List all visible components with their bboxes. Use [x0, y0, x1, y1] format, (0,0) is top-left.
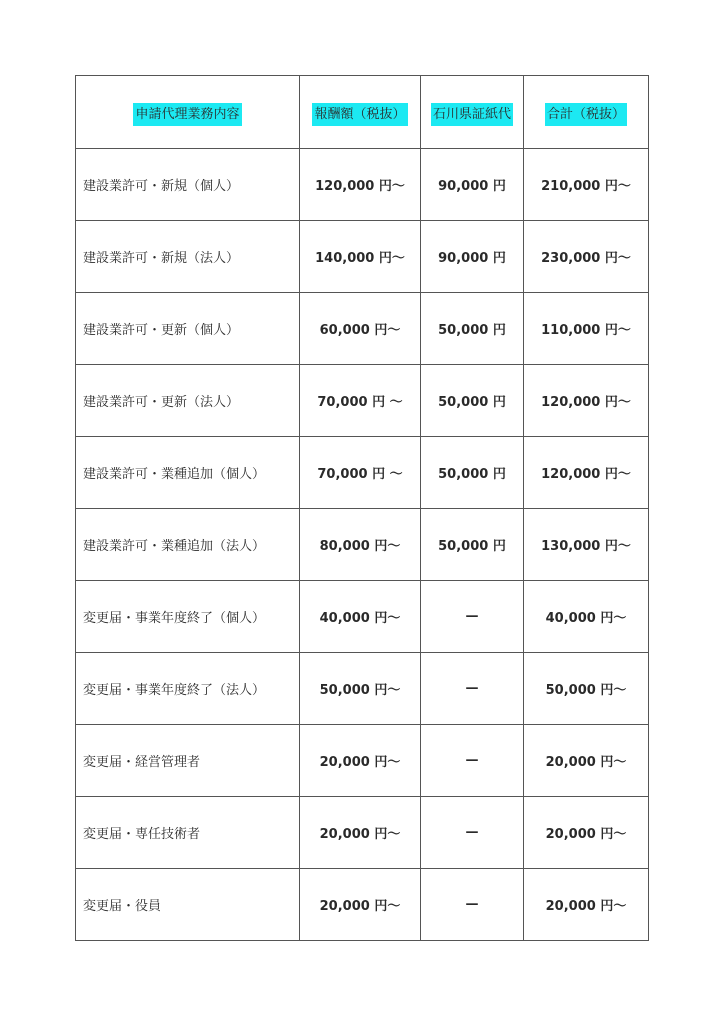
fee-cell: 70,000 円 ～ [300, 365, 421, 437]
stamp-fee-cell: — [421, 725, 524, 797]
stamp-fee-cell: — [421, 653, 524, 725]
total-cell: 230,000 円～ [524, 221, 649, 293]
stamp-fee-cell: 50,000 円 [421, 365, 524, 437]
table-row [76, 581, 649, 653]
fee-cell: 70,000 円 ～ [300, 437, 421, 509]
table-row [76, 221, 649, 293]
stamp-fee-cell: 90,000 円 [421, 221, 524, 293]
total-cell: 110,000 円～ [524, 293, 649, 365]
service-cell: 建設業許可・更新（個人） [76, 293, 300, 365]
header-cell-stamp [421, 76, 524, 149]
table-row [76, 293, 649, 365]
fee-cell: 140,000 円～ [300, 221, 421, 293]
fee-table [75, 75, 649, 941]
service-cell: 建設業許可・新規（法人） [76, 221, 300, 293]
table-row [76, 653, 649, 725]
fee-cell: 80,000 円～ [300, 509, 421, 581]
total-cell: 120,000 円～ [524, 437, 649, 509]
stamp-fee-cell: 90,000 円 [421, 149, 524, 221]
total-cell: 40,000 円～ [524, 581, 649, 653]
header-label: 報酬額（税抜） [312, 103, 407, 126]
total-cell: 20,000 円～ [524, 869, 649, 941]
fee-cell: 60,000 円～ [300, 293, 421, 365]
fee-cell: 20,000 円～ [300, 869, 421, 941]
total-cell: 50,000 円～ [524, 653, 649, 725]
fee-cell: 20,000 円～ [300, 797, 421, 869]
service-cell: 変更届・事業年度終了（法人） [76, 653, 300, 725]
service-cell: 建設業許可・更新（法人） [76, 365, 300, 437]
stamp-fee-cell: 50,000 円 [421, 437, 524, 509]
header-label: 石川県証紙代 [431, 103, 513, 126]
fee-cell: 50,000 円～ [300, 653, 421, 725]
service-cell: 変更届・経営管理者 [76, 725, 300, 797]
header-cell-total [524, 76, 649, 149]
table-row [76, 149, 649, 221]
table-row [76, 797, 649, 869]
service-cell: 変更届・専任技術者 [76, 797, 300, 869]
fee-cell: 20,000 円～ [300, 725, 421, 797]
stamp-fee-cell: 50,000 円 [421, 293, 524, 365]
fee-cell: 40,000 円～ [300, 581, 421, 653]
total-cell: 210,000 円～ [524, 149, 649, 221]
table-row [76, 725, 649, 797]
stamp-fee-cell: 50,000 円 [421, 509, 524, 581]
table-row [76, 437, 649, 509]
table-row [76, 365, 649, 437]
total-cell: 20,000 円～ [524, 725, 649, 797]
table-row [76, 509, 649, 581]
fee-cell: 120,000 円～ [300, 149, 421, 221]
service-cell: 変更届・事業年度終了（個人） [76, 581, 300, 653]
table-header-row [76, 76, 649, 149]
stamp-fee-cell: — [421, 797, 524, 869]
header-label: 合計（税抜） [545, 103, 627, 126]
service-cell: 建設業許可・業種追加（個人） [76, 437, 300, 509]
total-cell: 120,000 円～ [524, 365, 649, 437]
table-row [76, 869, 649, 941]
service-cell: 建設業許可・業種追加（法人） [76, 509, 300, 581]
total-cell: 130,000 円～ [524, 509, 649, 581]
service-cell: 変更届・役員 [76, 869, 300, 941]
service-cell: 建設業許可・新規（個人） [76, 149, 300, 221]
total-cell: 20,000 円～ [524, 797, 649, 869]
header-cell-service [76, 76, 300, 149]
stamp-fee-cell: — [421, 869, 524, 941]
header-cell-fee [300, 76, 421, 149]
header-label: 申請代理業務内容 [133, 103, 241, 126]
stamp-fee-cell: — [421, 581, 524, 653]
